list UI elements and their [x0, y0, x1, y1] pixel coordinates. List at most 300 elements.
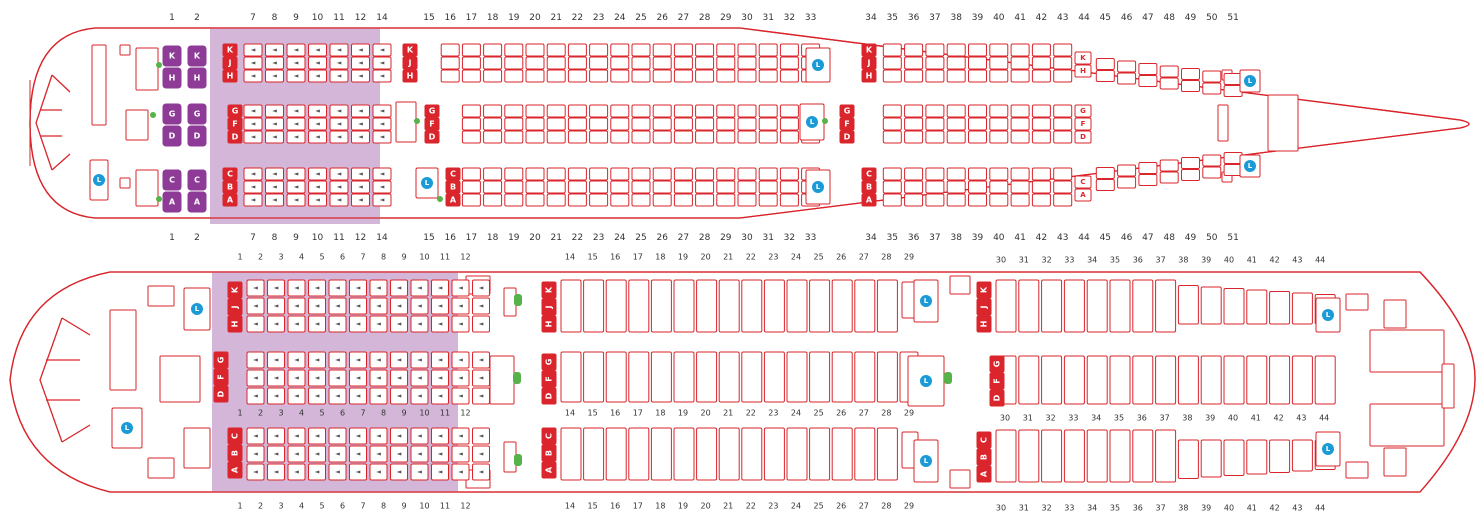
seat-economy[interactable]	[1270, 356, 1290, 404]
seat-quiet[interactable]	[329, 446, 346, 462]
seat-economy[interactable]	[738, 118, 756, 130]
seat-economy-box[interactable]	[584, 352, 604, 402]
seat-economy[interactable]	[996, 430, 1016, 482]
seat-economy[interactable]	[1182, 69, 1200, 80]
seat-economy-box[interactable]	[484, 168, 502, 180]
seat-economy[interactable]	[651, 352, 671, 402]
seat-economy[interactable]	[561, 428, 581, 480]
seat-economy[interactable]	[526, 168, 544, 180]
seat-quiet[interactable]	[329, 388, 346, 404]
seat-economy[interactable]	[905, 70, 923, 82]
seat-economy-box[interactable]	[1160, 172, 1178, 183]
seat-economy[interactable]	[969, 194, 987, 206]
seat-economy-box[interactable]	[1118, 73, 1136, 84]
seat-economy[interactable]	[590, 194, 608, 206]
seat-economy[interactable]	[759, 181, 777, 193]
seat-economy[interactable]	[653, 131, 671, 143]
seat-economy[interactable]	[1096, 59, 1114, 70]
seat-economy[interactable]	[1054, 131, 1072, 143]
seat-economy-box[interactable]	[697, 280, 717, 332]
seat-economy[interactable]	[990, 70, 1008, 82]
seat-economy-box[interactable]	[484, 57, 502, 69]
seat-quiet[interactable]	[370, 298, 387, 314]
seat-economy[interactable]	[1178, 440, 1198, 479]
seat-economy-box[interactable]	[526, 57, 544, 69]
seat-economy[interactable]	[590, 44, 608, 56]
seat-quiet[interactable]	[266, 44, 284, 56]
seat-quiet[interactable]	[309, 194, 327, 206]
seat-quiet[interactable]	[330, 70, 348, 82]
seat-economy[interactable]	[855, 352, 875, 402]
seat-economy-box[interactable]	[547, 70, 565, 82]
seat-quiet[interactable]	[266, 105, 284, 117]
seat-economy[interactable]	[883, 118, 901, 130]
seat-quiet[interactable]	[330, 194, 348, 206]
seat-economy[interactable]	[1096, 71, 1114, 82]
seat-economy-box[interactable]	[780, 57, 798, 69]
seat-economy[interactable]	[696, 44, 714, 56]
seat-economy-box[interactable]	[969, 57, 987, 69]
seat-economy[interactable]	[547, 105, 565, 117]
seat-economy[interactable]	[780, 131, 798, 143]
seat-economy[interactable]	[905, 105, 923, 117]
seat-economy[interactable]	[764, 428, 784, 480]
seat-economy[interactable]	[590, 181, 608, 193]
seat-economy[interactable]	[462, 168, 480, 180]
seat-economy-box[interactable]	[1054, 44, 1072, 56]
seat-quiet[interactable]	[432, 446, 449, 462]
seat-economy[interactable]	[1292, 356, 1312, 404]
seat-economy[interactable]	[1032, 168, 1050, 180]
seat-economy[interactable]	[810, 352, 830, 402]
seat-economy[interactable]	[1064, 356, 1084, 404]
seat-economy[interactable]	[674, 70, 692, 82]
seat-quiet[interactable]	[309, 168, 327, 180]
seat-economy-box[interactable]	[947, 44, 965, 56]
seat-quiet[interactable]	[309, 388, 326, 404]
seat-economy[interactable]	[1118, 177, 1136, 188]
seat-quiet[interactable]	[247, 352, 264, 368]
seat-economy[interactable]	[926, 105, 944, 117]
seat-quiet[interactable]	[350, 352, 367, 368]
seat-quiet[interactable]	[373, 194, 391, 206]
seat-economy[interactable]	[780, 105, 798, 117]
seat-quiet[interactable]	[309, 105, 327, 117]
seat-economy-box[interactable]	[1011, 118, 1029, 130]
seat-economy[interactable]	[717, 168, 735, 180]
seat-economy-box[interactable]	[990, 44, 1008, 56]
seat-economy[interactable]	[632, 168, 650, 180]
seat-economy[interactable]	[947, 168, 965, 180]
seat-economy-box[interactable]	[462, 57, 480, 69]
seat-economy[interactable]	[947, 105, 965, 117]
seat-economy[interactable]	[1182, 81, 1200, 92]
seat-economy-box[interactable]	[547, 118, 565, 130]
seat-economy-box[interactable]	[1054, 57, 1072, 69]
seat-economy[interactable]	[1160, 160, 1178, 171]
seat-economy[interactable]	[1224, 74, 1242, 85]
seat-economy-box[interactable]	[780, 131, 798, 143]
seat-economy[interactable]	[696, 70, 714, 82]
seat-economy-box[interactable]	[696, 70, 714, 82]
seat-economy[interactable]	[1042, 280, 1062, 332]
seat-economy-box[interactable]	[905, 118, 923, 130]
seat-economy-box[interactable]	[855, 428, 875, 480]
seat-economy[interactable]	[1156, 356, 1176, 404]
seat-quiet[interactable]	[352, 105, 370, 117]
seat-economy-box[interactable]	[990, 194, 1008, 206]
seat-economy-box[interactable]	[787, 428, 807, 480]
seat-economy-box[interactable]	[759, 118, 777, 130]
seat-economy-box[interactable]	[674, 105, 692, 117]
seat-quiet[interactable]	[309, 352, 326, 368]
seat-economy[interactable]	[484, 118, 502, 130]
seat-economy-box[interactable]	[568, 118, 586, 130]
seat-economy[interactable]	[462, 194, 480, 206]
seat-economy[interactable]	[905, 131, 923, 143]
seat-economy[interactable]	[1110, 280, 1130, 332]
seat-economy-box[interactable]	[1224, 74, 1242, 85]
seat-economy[interactable]	[1054, 181, 1072, 193]
seat-economy-box[interactable]	[759, 70, 777, 82]
seat-economy[interactable]	[632, 131, 650, 143]
seat-economy-box[interactable]	[1087, 280, 1107, 332]
seat-quiet[interactable]	[288, 370, 305, 386]
seat-economy-box[interactable]	[590, 118, 608, 130]
seat-economy-box[interactable]	[606, 428, 626, 480]
seat-economy[interactable]	[1247, 440, 1267, 474]
seat-economy[interactable]	[568, 44, 586, 56]
seat-economy-box[interactable]	[787, 280, 807, 332]
seat-economy[interactable]	[526, 118, 544, 130]
seat-economy[interactable]	[1160, 78, 1178, 89]
seat-economy[interactable]	[738, 131, 756, 143]
seat-economy[interactable]	[606, 280, 626, 332]
seat-quiet[interactable]	[473, 388, 490, 404]
seat-quiet[interactable]	[268, 298, 285, 314]
seat-economy-box[interactable]	[584, 428, 604, 480]
seat-economy[interactable]	[717, 105, 735, 117]
seat-economy-box[interactable]	[1011, 131, 1029, 143]
seat-economy[interactable]	[653, 57, 671, 69]
seat-economy-box[interactable]	[969, 44, 987, 56]
seat-economy-box[interactable]	[561, 352, 581, 402]
seat-economy-box[interactable]	[759, 168, 777, 180]
seat-economy[interactable]	[1156, 430, 1176, 482]
seat-economy[interactable]	[883, 194, 901, 206]
seat-economy[interactable]	[568, 118, 586, 130]
seat-economy-box[interactable]	[877, 352, 897, 402]
seat-economy[interactable]	[759, 118, 777, 130]
seat-economy[interactable]	[877, 352, 897, 402]
seat-quiet[interactable]	[370, 280, 387, 296]
seat-quiet[interactable]	[352, 70, 370, 82]
seat-economy-box[interactable]	[1201, 287, 1221, 324]
seat-economy[interactable]	[696, 57, 714, 69]
seat-economy-box[interactable]	[996, 430, 1016, 482]
seat-economy[interactable]	[996, 280, 1016, 332]
seat-economy-box[interactable]	[590, 131, 608, 143]
seat-economy-box[interactable]	[1224, 440, 1244, 476]
seat-economy-box[interactable]	[990, 168, 1008, 180]
seat-quiet[interactable]	[329, 316, 346, 332]
seat-economy-box[interactable]	[764, 280, 784, 332]
seat-economy-box[interactable]	[653, 70, 671, 82]
seat-economy[interactable]	[611, 181, 629, 193]
seat-economy[interactable]	[764, 280, 784, 332]
seat-economy-box[interactable]	[568, 168, 586, 180]
seat-economy-box[interactable]	[990, 181, 1008, 193]
seat-economy[interactable]	[787, 280, 807, 332]
seat-economy-box[interactable]	[905, 168, 923, 180]
seat-quiet[interactable]	[287, 105, 305, 117]
seat-economy[interactable]	[462, 118, 480, 130]
seat-economy-box[interactable]	[696, 194, 714, 206]
seat-economy-box[interactable]	[484, 181, 502, 193]
seat-economy[interactable]	[1178, 356, 1198, 404]
seat-quiet[interactable]	[373, 118, 391, 130]
seat-economy[interactable]	[1087, 430, 1107, 482]
seat-economy-box[interactable]	[1292, 356, 1312, 404]
seat-economy-box[interactable]	[590, 168, 608, 180]
seat-economy-box[interactable]	[990, 57, 1008, 69]
seat-economy-box[interactable]	[505, 181, 523, 193]
seat-quiet[interactable]	[309, 428, 326, 444]
seat-economy[interactable]	[696, 118, 714, 130]
seat-quiet[interactable]	[266, 70, 284, 82]
seat-economy-box[interactable]	[926, 131, 944, 143]
seat-economy[interactable]	[651, 280, 671, 332]
seat-economy[interactable]	[484, 57, 502, 69]
seat-economy[interactable]	[629, 280, 649, 332]
seat-quiet[interactable]	[288, 428, 305, 444]
seat-quiet[interactable]	[452, 446, 469, 462]
seat-economy-box[interactable]	[674, 280, 694, 332]
seat-economy[interactable]	[990, 105, 1008, 117]
seat-quiet[interactable]	[370, 316, 387, 332]
seat-economy[interactable]	[990, 168, 1008, 180]
seat-economy-box[interactable]	[1064, 356, 1084, 404]
seat-economy[interactable]	[905, 118, 923, 130]
seat-economy[interactable]	[1110, 356, 1130, 404]
seat-quiet[interactable]	[247, 280, 264, 296]
seat-quiet[interactable]	[350, 464, 367, 480]
seat-economy-box[interactable]	[1118, 165, 1136, 176]
seat-economy[interactable]	[855, 280, 875, 332]
seat-economy-box[interactable]	[738, 57, 756, 69]
seat-quiet[interactable]	[391, 428, 408, 444]
seat-economy[interactable]	[1087, 356, 1107, 404]
seat-economy-box[interactable]	[742, 428, 762, 480]
seat-economy[interactable]	[832, 352, 852, 402]
seat-economy-box[interactable]	[764, 352, 784, 402]
seat-economy[interactable]	[738, 44, 756, 56]
seat-quiet[interactable]	[268, 446, 285, 462]
seat-economy-box[interactable]	[1064, 280, 1084, 332]
seat-economy-box[interactable]	[632, 131, 650, 143]
seat-economy[interactable]	[590, 105, 608, 117]
seat-economy[interactable]	[780, 181, 798, 193]
seat-economy[interactable]	[568, 70, 586, 82]
seat-quiet[interactable]	[287, 131, 305, 143]
seat-economy[interactable]	[526, 194, 544, 206]
seat-quiet[interactable]	[391, 298, 408, 314]
seat-economy[interactable]	[759, 44, 777, 56]
seat-quiet[interactable]	[329, 428, 346, 444]
seat-quiet[interactable]	[391, 316, 408, 332]
seat-economy[interactable]	[1118, 61, 1136, 72]
seat-economy-box[interactable]	[877, 428, 897, 480]
seat-economy[interactable]	[719, 428, 739, 480]
seat-economy[interactable]	[1042, 430, 1062, 482]
seat-economy-box[interactable]	[1178, 356, 1198, 404]
seat-quiet[interactable]	[473, 298, 490, 314]
seat-quiet[interactable]	[268, 428, 285, 444]
seat-economy-box[interactable]	[526, 168, 544, 180]
seat-economy-box[interactable]	[505, 194, 523, 206]
seat-economy[interactable]	[926, 44, 944, 56]
seat-economy-box[interactable]	[606, 280, 626, 332]
seat-economy[interactable]	[696, 131, 714, 143]
seat-quiet[interactable]	[247, 428, 264, 444]
seat-quiet[interactable]	[473, 370, 490, 386]
seat-economy[interactable]	[719, 280, 739, 332]
seat-economy[interactable]	[505, 168, 523, 180]
seat-economy[interactable]	[1011, 57, 1029, 69]
seat-quiet[interactable]	[244, 118, 262, 130]
seat-quiet[interactable]	[309, 280, 326, 296]
seat-economy-box[interactable]	[905, 57, 923, 69]
seat-economy[interactable]	[969, 131, 987, 143]
seat-economy[interactable]	[1182, 170, 1200, 181]
seat-economy-box[interactable]	[1019, 356, 1039, 404]
seat-economy[interactable]	[1203, 83, 1221, 94]
seat-economy-box[interactable]	[883, 70, 901, 82]
seat-economy-box[interactable]	[526, 181, 544, 193]
seat-economy-box[interactable]	[651, 428, 671, 480]
seat-economy[interactable]	[653, 70, 671, 82]
seat-economy-box[interactable]	[780, 70, 798, 82]
seat-quiet[interactable]	[432, 464, 449, 480]
seat-economy[interactable]	[742, 280, 762, 332]
seat-quiet[interactable]	[266, 181, 284, 193]
seat-economy[interactable]	[611, 105, 629, 117]
seat-economy-box[interactable]	[1203, 167, 1221, 178]
seat-economy[interactable]	[1203, 71, 1221, 82]
seat-quiet[interactable]	[309, 44, 327, 56]
seat-economy-box[interactable]	[441, 44, 459, 56]
seat-economy-box[interactable]	[1110, 356, 1130, 404]
seat-economy-box[interactable]	[990, 70, 1008, 82]
seat-quiet[interactable]	[452, 464, 469, 480]
seat-economy[interactable]	[674, 181, 692, 193]
seat-quiet[interactable]	[247, 464, 264, 480]
seat-quiet[interactable]	[288, 316, 305, 332]
seat-economy[interactable]	[969, 168, 987, 180]
seat-quiet[interactable]	[330, 168, 348, 180]
seat-economy-box[interactable]	[590, 105, 608, 117]
seat-economy-box[interactable]	[561, 280, 581, 332]
seat-economy[interactable]	[717, 118, 735, 130]
seat-economy-box[interactable]	[1160, 66, 1178, 77]
seat-quiet[interactable]	[352, 131, 370, 143]
seat-economy[interactable]	[629, 352, 649, 402]
seat-economy-box[interactable]	[590, 57, 608, 69]
seat-economy-box[interactable]	[759, 57, 777, 69]
seat-economy[interactable]	[926, 181, 944, 193]
seat-economy[interactable]	[484, 168, 502, 180]
seat-economy[interactable]	[1292, 293, 1312, 324]
seat-economy[interactable]	[738, 105, 756, 117]
seat-economy-box[interactable]	[883, 57, 901, 69]
seat-economy[interactable]	[738, 194, 756, 206]
seat-economy[interactable]	[568, 168, 586, 180]
seat-economy[interactable]	[905, 194, 923, 206]
seat-economy[interactable]	[584, 352, 604, 402]
seat-economy[interactable]	[1064, 430, 1084, 482]
seat-economy[interactable]	[1054, 105, 1072, 117]
seat-quiet[interactable]	[370, 388, 387, 404]
seat-economy[interactable]	[1054, 57, 1072, 69]
seat-economy-box[interactable]	[1292, 440, 1312, 471]
seat-economy-box[interactable]	[1270, 440, 1290, 473]
seat-economy[interactable]	[547, 70, 565, 82]
seat-economy[interactable]	[1032, 44, 1050, 56]
seat-economy[interactable]	[1247, 290, 1267, 324]
seat-quiet[interactable]	[350, 446, 367, 462]
seat-economy-box[interactable]	[1011, 44, 1029, 56]
seat-economy-box[interactable]	[905, 131, 923, 143]
seat-economy-box[interactable]	[759, 44, 777, 56]
seat-economy-box[interactable]	[1042, 280, 1062, 332]
seat-economy[interactable]	[484, 194, 502, 206]
seat-economy-box[interactable]	[674, 57, 692, 69]
seat-economy-box[interactable]	[629, 280, 649, 332]
seat-quiet[interactable]	[473, 280, 490, 296]
seat-economy[interactable]	[462, 181, 480, 193]
seat-economy[interactable]	[1224, 356, 1244, 404]
seat-economy[interactable]	[947, 44, 965, 56]
seat-economy-box[interactable]	[1032, 118, 1050, 130]
seat-economy-box[interactable]	[484, 105, 502, 117]
seat-economy-box[interactable]	[590, 44, 608, 56]
seat-quiet[interactable]	[330, 131, 348, 143]
seat-economy[interactable]	[1178, 286, 1198, 325]
seat-economy[interactable]	[1032, 181, 1050, 193]
seat-economy[interactable]	[947, 70, 965, 82]
seat-economy[interactable]	[526, 44, 544, 56]
seat-quiet[interactable]	[352, 181, 370, 193]
seat-quiet[interactable]	[266, 57, 284, 69]
seat-economy-box[interactable]	[1178, 286, 1198, 325]
seat-economy-box[interactable]	[611, 118, 629, 130]
seat-economy[interactable]	[717, 70, 735, 82]
seat-economy-box[interactable]	[526, 44, 544, 56]
seat-economy-box[interactable]	[780, 118, 798, 130]
seat-economy-box[interactable]	[926, 118, 944, 130]
seat-economy[interactable]	[1054, 194, 1072, 206]
seat-economy-box[interactable]	[1182, 170, 1200, 181]
seat-economy-box[interactable]	[526, 118, 544, 130]
seat-economy[interactable]	[696, 105, 714, 117]
seat-quiet[interactable]	[432, 352, 449, 368]
seat-economy-box[interactable]	[832, 280, 852, 332]
seat-economy[interactable]	[990, 181, 1008, 193]
seat-economy[interactable]	[787, 352, 807, 402]
seat-economy[interactable]	[780, 57, 798, 69]
seat-quiet[interactable]	[411, 352, 428, 368]
seat-economy-box[interactable]	[632, 57, 650, 69]
